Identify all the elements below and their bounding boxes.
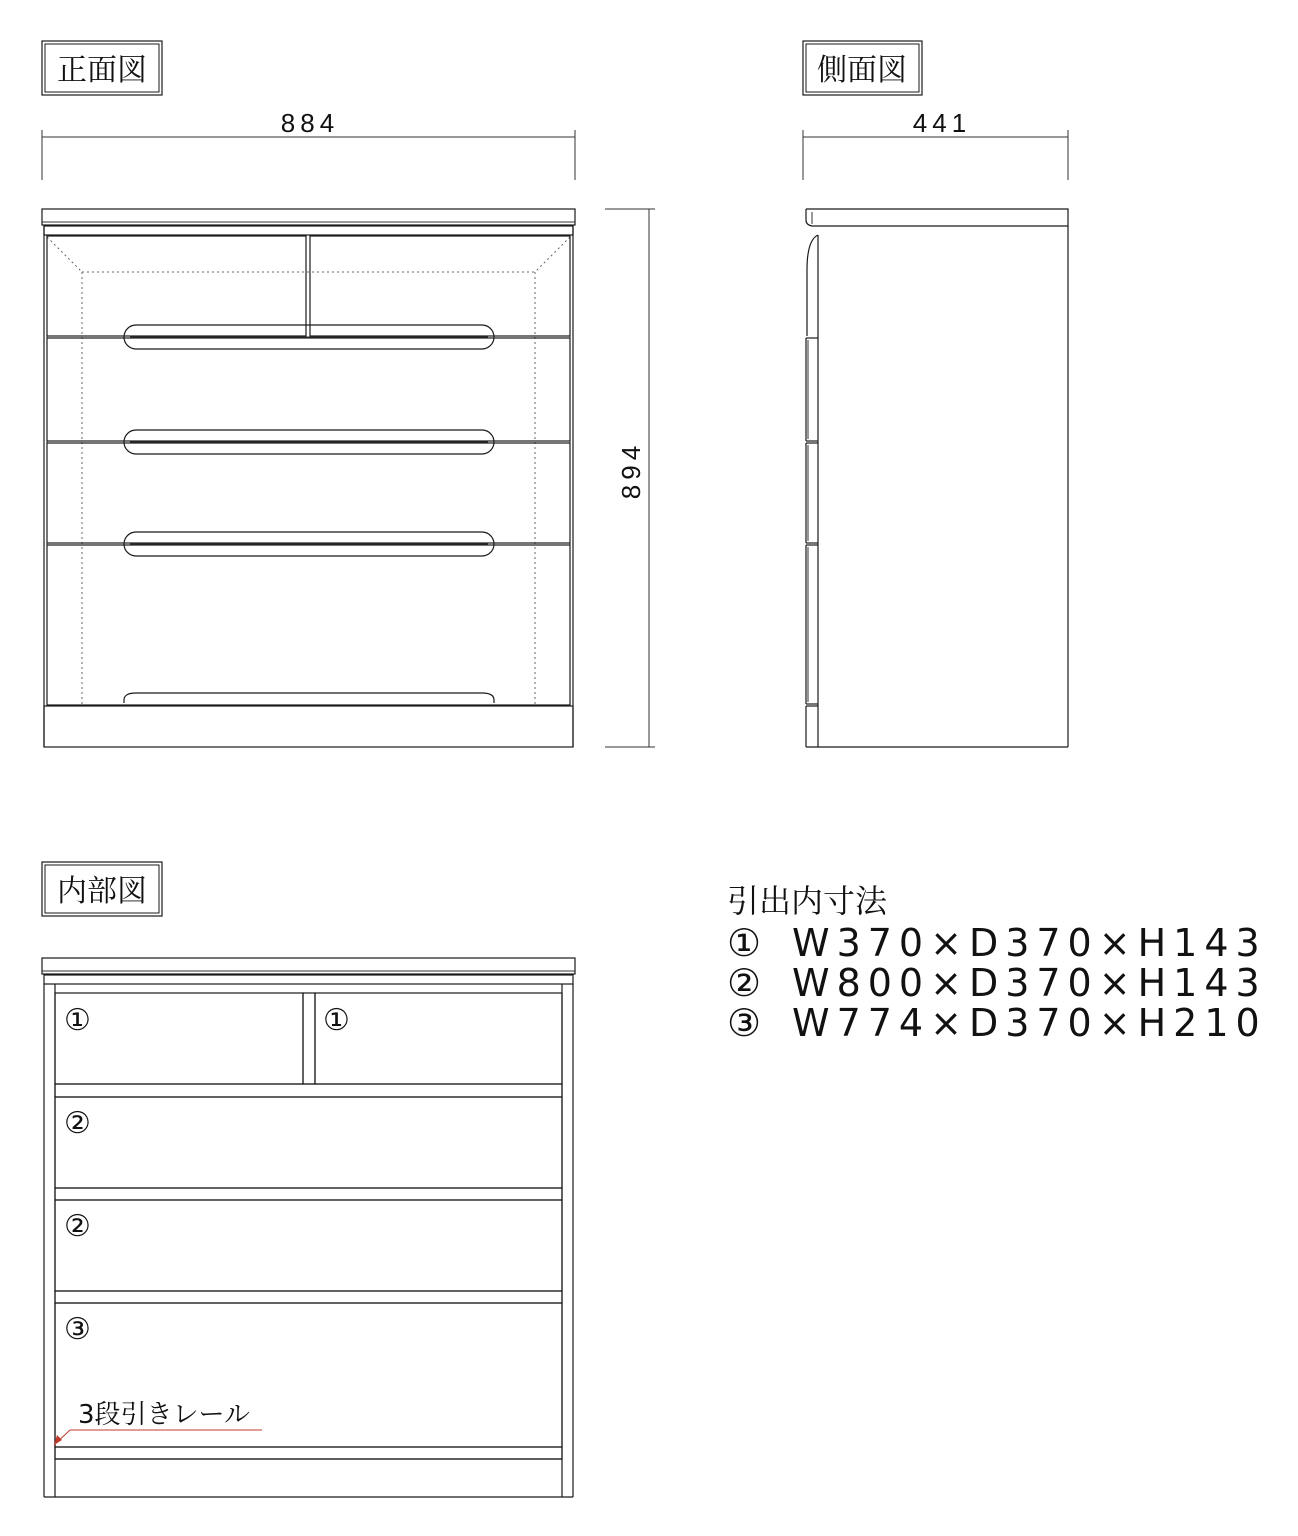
interior-drawer-2b [55,1200,562,1291]
interior-divider [303,993,315,1084]
side-depth-value: 441 [912,108,972,138]
mark-drawer-2b: ② [64,1209,91,1244]
front-width-dimension [42,108,575,180]
side-depth-dimension [803,108,1068,180]
spec-row-1-mark: ① [727,921,769,965]
mark-drawer-2a: ② [64,1106,91,1141]
front-handle-4 [124,693,494,703]
side-top-board [806,209,1068,226]
spec-row-2-mark: ② [727,961,769,1005]
front-drawer-1-right [310,236,570,336]
front-drawer-4 [47,545,570,705]
mark-drawer-1-right: ① [323,1003,350,1038]
front-width-value: 884 [280,108,340,138]
front-top-rail [44,226,573,235]
front-plinth [44,706,573,747]
front-view [42,41,655,747]
front-view-title [42,41,162,95]
interior-view [42,862,575,1497]
interior-view-title [42,862,162,916]
spec-row-3-mark: ③ [727,1001,769,1045]
interior-drawer-2a [55,1097,562,1188]
mark-drawer-1-left: ① [64,1003,91,1038]
front-height-dimension [605,209,655,747]
inner-dimensions-heading: 引出内寸法 [727,882,888,920]
spec-row-3-size: W774×D370×H210 [792,1001,1267,1045]
interior-top-board [42,958,575,974]
interior-top-rail [44,975,573,984]
interior-drawer-1-left [55,993,303,1084]
front-view-title-text: 正面図 [57,53,147,88]
inner-dimensions [727,882,1267,1045]
side-view-title [803,41,922,95]
side-view-title-text: 側面図 [817,53,907,88]
rail-annotation [54,1400,262,1445]
spec-row-1-size: W370×D370×H143 [792,921,1267,965]
mark-drawer-3: ③ [64,1312,91,1347]
front-drawer-2 [47,338,570,441]
front-drawer-1-left [47,236,306,336]
rail-note-text: 3段引きレール [78,1400,251,1430]
interior-view-title-text: 内部図 [57,874,147,909]
side-view [803,41,1068,747]
front-height-value: 894 [616,440,646,500]
side-drawer-1-profile [807,235,818,336]
front-drawer-3 [47,443,570,543]
spec-row-2-size: W800×D370×H143 [792,961,1267,1005]
interior-drawer-1-right [315,993,562,1084]
front-top-board [42,209,575,225]
